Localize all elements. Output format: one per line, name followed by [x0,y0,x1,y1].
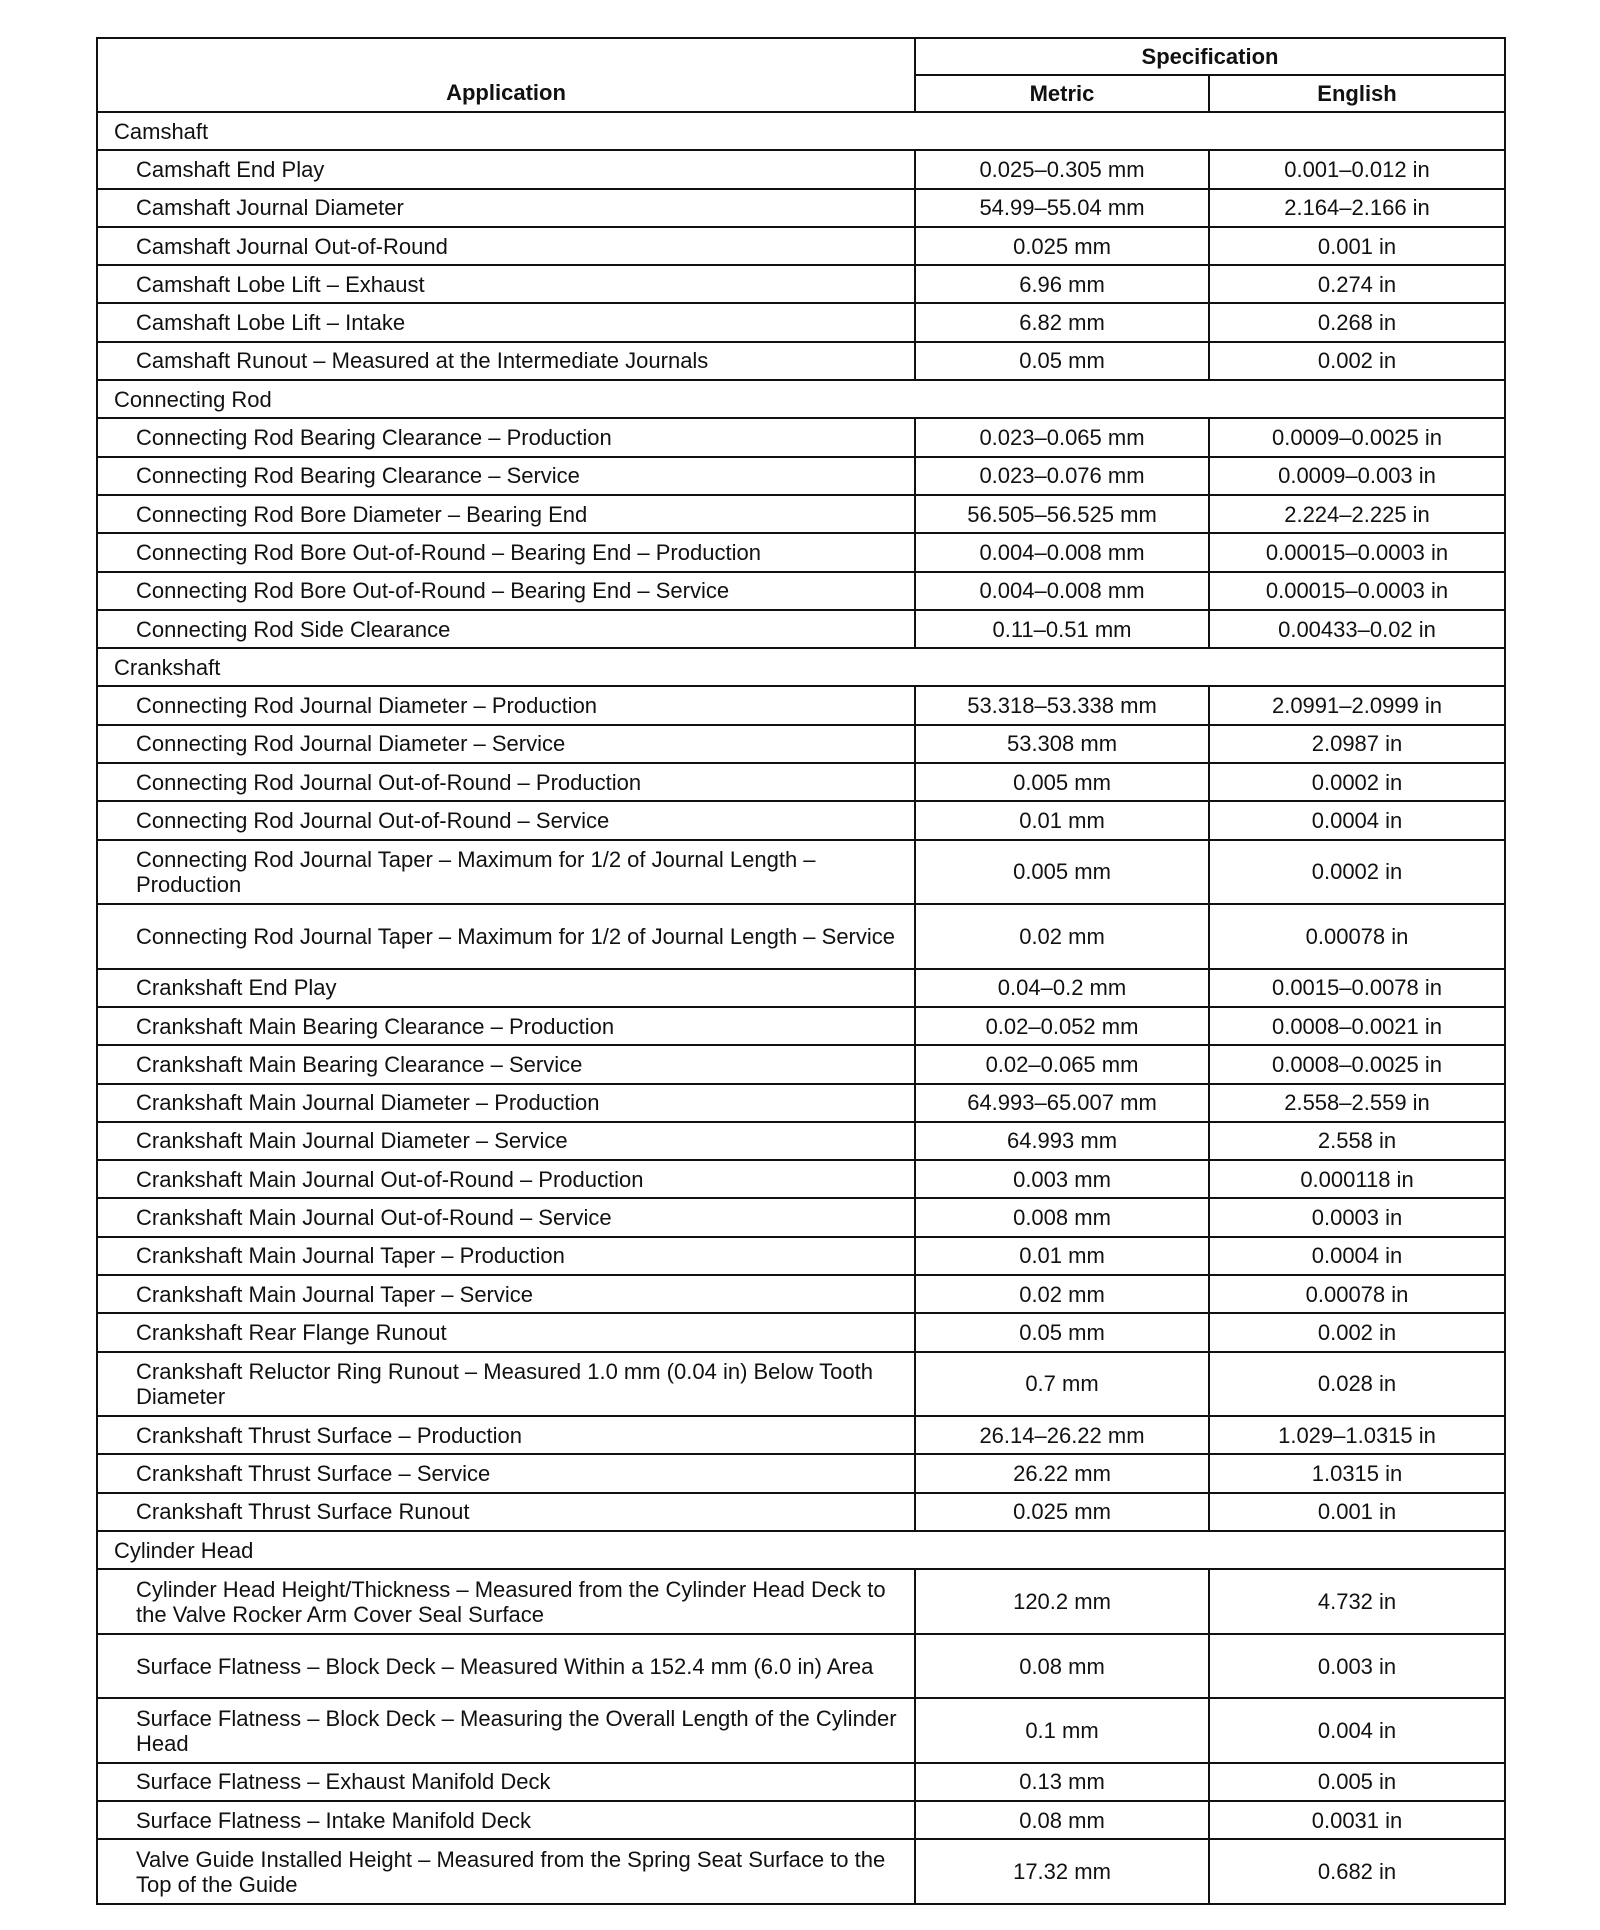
english-value: 0.274 in [1209,265,1505,303]
application: Camshaft End Play [97,150,915,188]
application: Surface Flatness – Exhaust Manifold Deck [97,1763,915,1801]
metric-value: 0.025 mm [915,227,1209,265]
english-value: 0.001 in [1209,1493,1505,1531]
metric-value: 56.505–56.525 mm [915,495,1209,533]
table-row [97,418,1505,456]
english-value: 0.000118 in [1209,1160,1505,1198]
application: Crankshaft Main Journal Taper – Service [97,1275,915,1313]
english-value: 0.001–0.012 in [1209,150,1505,188]
application: Surface Flatness – Block Deck – Measuring the Overall Length of the Cylinder Head [97,1698,915,1763]
application: Crankshaft Main Bearing Clearance – Production [97,1007,915,1045]
english-value: 2.164–2.166 in [1209,189,1505,227]
metric-value: 0.02 mm [915,904,1209,969]
metric-value: 0.02 mm [915,1275,1209,1313]
application: Crankshaft Main Journal Taper – Production [97,1237,915,1275]
column-header-application: Application [97,38,915,112]
section-title: Cylinder Head [97,1531,1505,1569]
english-value: 0.0004 in [1209,1237,1505,1275]
application: Surface Flatness – Block Deck – Measured Within a 152.4 mm (6.0 in) Area [97,1634,915,1699]
english-value: 0.00078 in [1209,904,1505,969]
metric-value: 54.99–55.04 mm [915,189,1209,227]
metric-value: 0.08 mm [915,1801,1209,1839]
english-value: 2.0987 in [1209,725,1505,763]
metric-value: 0.025–0.305 mm [915,150,1209,188]
metric-value: 64.993–65.007 mm [915,1084,1209,1122]
application: Camshaft Runout – Measured at the Intermediate Journals [97,342,915,380]
table-row [97,1801,1505,1839]
english-value: 2.0991–2.0999 in [1209,686,1505,724]
english-value: 0.0002 in [1209,840,1505,905]
table-row [97,1160,1505,1198]
application: Camshaft Journal Out-of-Round [97,227,915,265]
english-value: 0.002 in [1209,1313,1505,1351]
section-row [97,1531,1505,1569]
english-value: 0.0031 in [1209,1801,1505,1839]
application: Connecting Rod Bore Out-of-Round – Bearing End – Production [97,533,915,571]
table-row [97,533,1505,571]
table-row [97,572,1505,610]
application: Connecting Rod Journal Taper – Maximum for 1/2 of Journal Length – Production [97,840,915,905]
section-row [97,380,1505,418]
metric-value: 0.7 mm [915,1352,1209,1417]
english-value: 0.268 in [1209,303,1505,341]
metric-value: 53.318–53.338 mm [915,686,1209,724]
metric-value: 0.05 mm [915,342,1209,380]
section-title: Crankshaft [97,648,1505,686]
english-value: 2.224–2.225 in [1209,495,1505,533]
table-row [97,610,1505,648]
application: Connecting Rod Side Clearance [97,610,915,648]
table-row [97,303,1505,341]
english-value: 0.00015–0.0003 in [1209,572,1505,610]
metric-value: 53.308 mm [915,725,1209,763]
table-row [97,1634,1505,1699]
metric-value: 0.004–0.008 mm [915,572,1209,610]
table-row [97,1275,1505,1313]
metric-value: 64.993 mm [915,1122,1209,1160]
table-row [97,1084,1505,1122]
table-row [97,1416,1505,1454]
table-row [97,840,1505,905]
metric-value: 0.02–0.065 mm [915,1045,1209,1083]
english-value: 0.0008–0.0021 in [1209,1007,1505,1045]
metric-value: 0.04–0.2 mm [915,969,1209,1007]
metric-value: 0.05 mm [915,1313,1209,1351]
table-row [97,1313,1505,1351]
application: Surface Flatness – Intake Manifold Deck [97,1801,915,1839]
application: Camshaft Lobe Lift – Intake [97,303,915,341]
metric-value: 6.82 mm [915,303,1209,341]
table-row [97,969,1505,1007]
english-value: 2.558 in [1209,1122,1505,1160]
english-value: 0.00015–0.0003 in [1209,533,1505,571]
metric-value: 0.023–0.065 mm [915,418,1209,456]
table-row [97,801,1505,839]
table-body [97,112,1505,1904]
metric-value: 0.023–0.076 mm [915,457,1209,495]
application: Connecting Rod Journal Taper – Maximum for 1/2 of Journal Length – Service [97,904,915,969]
metric-value: 0.02–0.052 mm [915,1007,1209,1045]
application: Crankshaft Reluctor Ring Runout – Measured 1.0 mm (0.04 in) Below Tooth Diameter [97,1352,915,1417]
metric-value: 6.96 mm [915,265,1209,303]
metric-value: 0.025 mm [915,1493,1209,1531]
metric-value: 17.32 mm [915,1839,1209,1904]
english-value: 0.0009–0.0025 in [1209,418,1505,456]
application: Valve Guide Installed Height – Measured from the Spring Seat Surface to the Top of the Guide [97,1839,915,1904]
table-row [97,904,1505,969]
metric-value: 0.01 mm [915,1237,1209,1275]
application: Connecting Rod Journal Out-of-Round – Service [97,801,915,839]
english-value: 0.0015–0.0078 in [1209,969,1505,1007]
metric-value: 0.005 mm [915,840,1209,905]
column-header-specification: Specification [915,38,1505,75]
table-row [97,763,1505,801]
english-value: 0.0002 in [1209,763,1505,801]
application: Cylinder Head Height/Thickness – Measured from the Cylinder Head Deck to the Valve Rocker Arm Cover Seal Surface [97,1569,915,1634]
table-row [97,1839,1505,1904]
application: Connecting Rod Journal Diameter – Service [97,725,915,763]
metric-value: 120.2 mm [915,1569,1209,1634]
english-value: 1.0315 in [1209,1454,1505,1492]
section-title: Camshaft [97,112,1505,150]
section-row [97,112,1505,150]
section-title: Connecting Rod [97,380,1505,418]
metric-value: 0.008 mm [915,1198,1209,1236]
english-value: 0.00078 in [1209,1275,1505,1313]
english-value: 0.001 in [1209,227,1505,265]
table-row [97,1569,1505,1634]
english-value: 0.682 in [1209,1839,1505,1904]
english-value: 0.0003 in [1209,1198,1505,1236]
table-row [97,1698,1505,1763]
table-row [97,495,1505,533]
table-row [97,1198,1505,1236]
english-value: 4.732 in [1209,1569,1505,1634]
table-row [97,150,1505,188]
column-header-english: English [1209,75,1505,112]
metric-value: 0.01 mm [915,801,1209,839]
table-row [97,1045,1505,1083]
english-value: 0.0009–0.003 in [1209,457,1505,495]
application: Crankshaft Main Journal Out-of-Round – Production [97,1160,915,1198]
application: Crankshaft Main Journal Diameter – Service [97,1122,915,1160]
metric-value: 0.005 mm [915,763,1209,801]
metric-value: 0.13 mm [915,1763,1209,1801]
application: Crankshaft Main Journal Diameter – Production [97,1084,915,1122]
table-row [97,1237,1505,1275]
table-row [97,1122,1505,1160]
english-value: 0.028 in [1209,1352,1505,1417]
table-row [97,686,1505,724]
application: Crankshaft Thrust Surface Runout [97,1493,915,1531]
english-value: 0.004 in [1209,1698,1505,1763]
metric-value: 0.08 mm [915,1634,1209,1699]
application: Connecting Rod Bearing Clearance – Production [97,418,915,456]
table-row [97,342,1505,380]
application: Crankshaft Main Journal Out-of-Round – Service [97,1198,915,1236]
application: Camshaft Journal Diameter [97,189,915,227]
section-row [97,648,1505,686]
table-row [97,265,1505,303]
table-row [97,1352,1505,1417]
application: Connecting Rod Bore Diameter – Bearing End [97,495,915,533]
english-value: 0.003 in [1209,1634,1505,1699]
application: Connecting Rod Journal Diameter – Production [97,686,915,724]
table-row [97,227,1505,265]
metric-value: 0.1 mm [915,1698,1209,1763]
metric-value: 26.14–26.22 mm [915,1416,1209,1454]
table-row [97,725,1505,763]
column-header-metric: Metric [915,75,1209,112]
english-value: 0.002 in [1209,342,1505,380]
specification-table [96,37,1506,1905]
english-value: 1.029–1.0315 in [1209,1416,1505,1454]
table-row [97,1763,1505,1801]
metric-value: 26.22 mm [915,1454,1209,1492]
english-value: 2.558–2.559 in [1209,1084,1505,1122]
application: Crankshaft End Play [97,969,915,1007]
table-row [97,1493,1505,1531]
table-row [97,1454,1505,1492]
english-value: 0.00433–0.02 in [1209,610,1505,648]
application: Camshaft Lobe Lift – Exhaust [97,265,915,303]
table-row [97,1007,1505,1045]
application: Crankshaft Thrust Surface – Service [97,1454,915,1492]
table-row [97,457,1505,495]
metric-value: 0.003 mm [915,1160,1209,1198]
table-row [97,189,1505,227]
english-value: 0.0008–0.0025 in [1209,1045,1505,1083]
metric-value: 0.004–0.008 mm [915,533,1209,571]
application: Crankshaft Thrust Surface – Production [97,1416,915,1454]
application: Connecting Rod Bore Out-of-Round – Bearing End – Service [97,572,915,610]
metric-value: 0.11–0.51 mm [915,610,1209,648]
english-value: 0.005 in [1209,1763,1505,1801]
application: Crankshaft Rear Flange Runout [97,1313,915,1351]
application: Connecting Rod Bearing Clearance – Service [97,457,915,495]
english-value: 0.0004 in [1209,801,1505,839]
application: Connecting Rod Journal Out-of-Round – Production [97,763,915,801]
application: Crankshaft Main Bearing Clearance – Service [97,1045,915,1083]
